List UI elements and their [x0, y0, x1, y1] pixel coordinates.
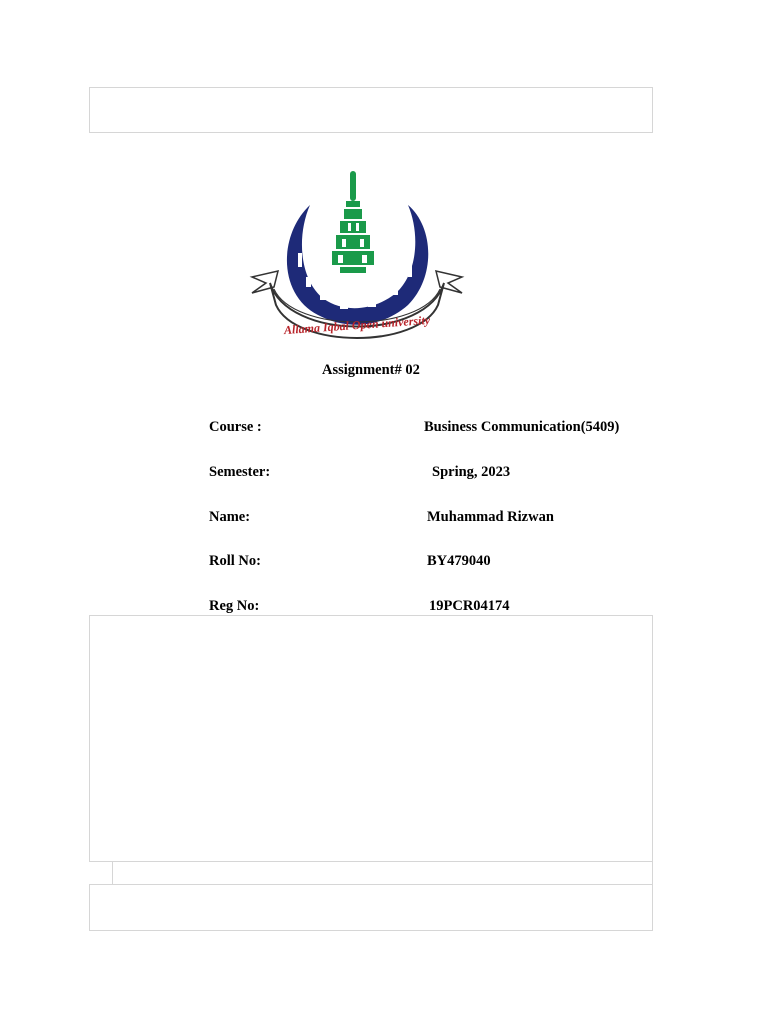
content-box: [89, 615, 653, 862]
course-value: Business Communication(5409): [424, 419, 620, 435]
footer-box: [89, 884, 653, 931]
university-logo: [248, 165, 466, 357]
strip-box: [112, 861, 653, 885]
logo-caption: Allama Iqbal Open university: [283, 312, 431, 338]
roll-no-label: Roll No:: [209, 553, 261, 569]
document-title: Assignment# 02: [322, 362, 420, 378]
reg-no-label: Reg No:: [209, 598, 260, 614]
course-label: Course :: [209, 419, 262, 435]
name-label: Name:: [209, 509, 251, 525]
semester-label: Semester:: [209, 464, 271, 480]
name-value: Muhammad Rizwan: [427, 509, 554, 525]
header-box: [89, 87, 653, 133]
reg-no-value: 19PCR04174: [429, 598, 510, 614]
semester-value: Spring, 2023: [432, 464, 511, 480]
roll-no-value: BY479040: [427, 553, 491, 569]
